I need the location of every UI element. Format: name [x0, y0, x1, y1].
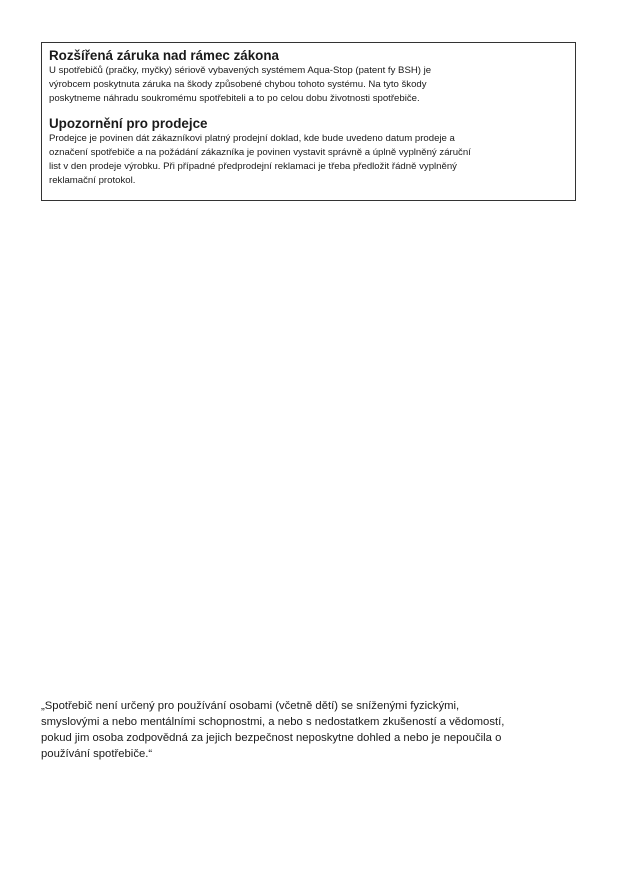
safety-notice-line: „Spotřebič není určený pro používání osobami (včetně dětí) se sníženými fyzickými, — [41, 700, 460, 712]
seller-notice-text-line: reklamační protokol. — [49, 175, 136, 186]
warranty-text-line: U spotřebičů (pračky, myčky) sériově vybavených systémem Aqua-Stop (patent fy BSH) je — [49, 65, 432, 76]
safety-notice — [41, 698, 581, 762]
seller-notice-section — [49, 116, 568, 188]
warranty-section — [49, 48, 568, 106]
seller-notice-text-line: označení spotřebiče a na požádání zákazníka je povinen vystavit správně a úplně vyplněný záruční — [49, 147, 471, 158]
seller-notice-text-line: list v den prodeje výrobku. Při případné předprodejní reklamaci je třeba předložit řádně vyplněný — [49, 161, 457, 172]
seller-notice-heading: Upozornění pro prodejce — [49, 116, 208, 131]
seller-notice-text-line: Prodejce je povinen dát zákazníkovi platný prodejní doklad, kde bude uvedeno datum prodeje a — [49, 133, 455, 144]
safety-notice-line: používání spotřebiče.“ — [41, 748, 153, 760]
safety-notice-line: smyslovými a nebo mentálními schopnostmi, a nebo s nedostatkem zkušeností a vědomostí, — [41, 716, 505, 728]
warranty-info-box — [41, 42, 576, 201]
warranty-text-line: poskytneme náhradu soukromému spotřebiteli a to po celou dobu životnosti spotřebiče. — [49, 93, 420, 104]
warranty-text-line: výrobcem poskytnuta záruka na škody způsobené chybou tohoto systému. Na tyto škody — [49, 79, 427, 90]
section-spacer — [49, 106, 568, 116]
safety-notice-line: pokud jim osoba zodpovědná za jejich bezpečnost neposkytne dohled a nebo je nepoučila o — [41, 732, 502, 744]
warranty-heading: Rozšířená záruka nad rámec zákona — [49, 48, 279, 63]
